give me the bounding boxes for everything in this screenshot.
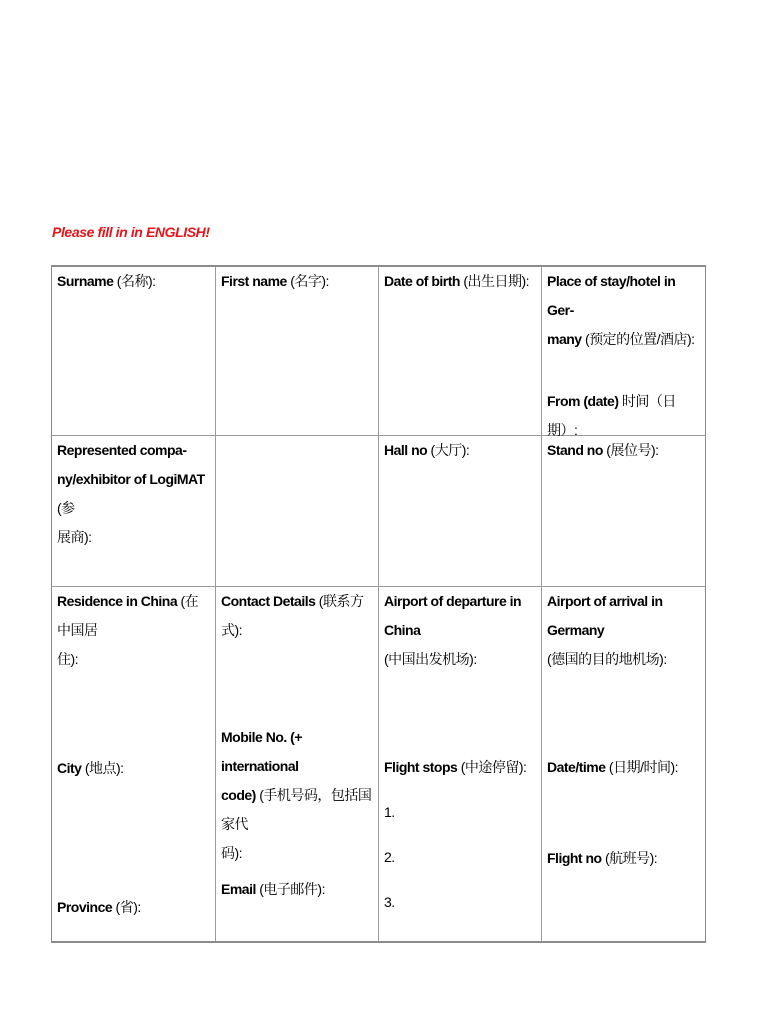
company-value-cell[interactable] — [216, 435, 379, 586]
date-time-label: Date/time (日期/时间): — [547, 758, 679, 775]
city-label: City (地点): — [57, 759, 124, 776]
flight-stop-3: 3. — [384, 893, 395, 910]
surname-cell[interactable] — [52, 266, 216, 435]
surname-label: Surname (名称): — [57, 273, 156, 289]
departure-airport-cell[interactable] — [379, 586, 542, 942]
contact-details-label: Contact Details (联系方式): — [221, 592, 364, 638]
flight-stop-2: 2. — [384, 848, 395, 865]
first-name-label: First name (名字): — [221, 273, 329, 289]
departure-airport-label: Airport of departure in China (中国出发机场): — [384, 592, 522, 667]
hall-no-cell[interactable] — [379, 435, 542, 586]
flight-no-label: Flight no (航班号): — [547, 849, 658, 866]
registration-form-table — [51, 265, 706, 943]
flight-stops-label: Flight stops (中途停留): — [384, 758, 527, 775]
travel-row — [52, 586, 706, 942]
arrival-airport-cell[interactable] — [542, 586, 706, 942]
stand-no-label: Stand no (展位号): — [547, 441, 659, 458]
represented-company-cell[interactable] — [52, 435, 216, 586]
place-of-stay-label: Place of stay/hotel in Ger- many (预定的位置/酒店): — [547, 273, 695, 347]
first-name-cell[interactable] — [216, 266, 379, 435]
stand-no-cell[interactable] — [542, 435, 706, 586]
residence-cell[interactable] — [52, 586, 216, 942]
flight-stop-1: 1. — [384, 803, 395, 820]
personal-info-row — [52, 266, 706, 435]
arrival-airport-label: Airport of arrival in Germany (德国的目的地机场): — [547, 592, 667, 667]
province-label: Province (省): — [57, 898, 141, 915]
place-of-stay-cell[interactable] — [542, 266, 706, 438]
fill-in-english-notice: Please fill in in ENGLISH! — [52, 224, 210, 240]
residence-label: Residence in China (在中国居 住): — [57, 592, 199, 667]
contact-details-cell[interactable] — [216, 586, 379, 942]
mobile-no-label: Mobile No. (+ international code) (手机号码，包括国家代 码): — [221, 728, 372, 861]
date-of-birth-cell[interactable] — [379, 266, 542, 435]
email-label: Email (电子邮件): — [221, 880, 325, 897]
from-date-label: From (date) 时间（日期）: — [547, 393, 676, 438]
exhibitor-row — [52, 435, 706, 586]
represented-company-label: Represented compa- ny/exhibitor of LogiMAT (参 展商): — [57, 441, 205, 545]
hall-no-label: Hall no (大厅): — [384, 441, 470, 458]
date-of-birth-label: Date of birth (出生日期): — [384, 273, 530, 289]
